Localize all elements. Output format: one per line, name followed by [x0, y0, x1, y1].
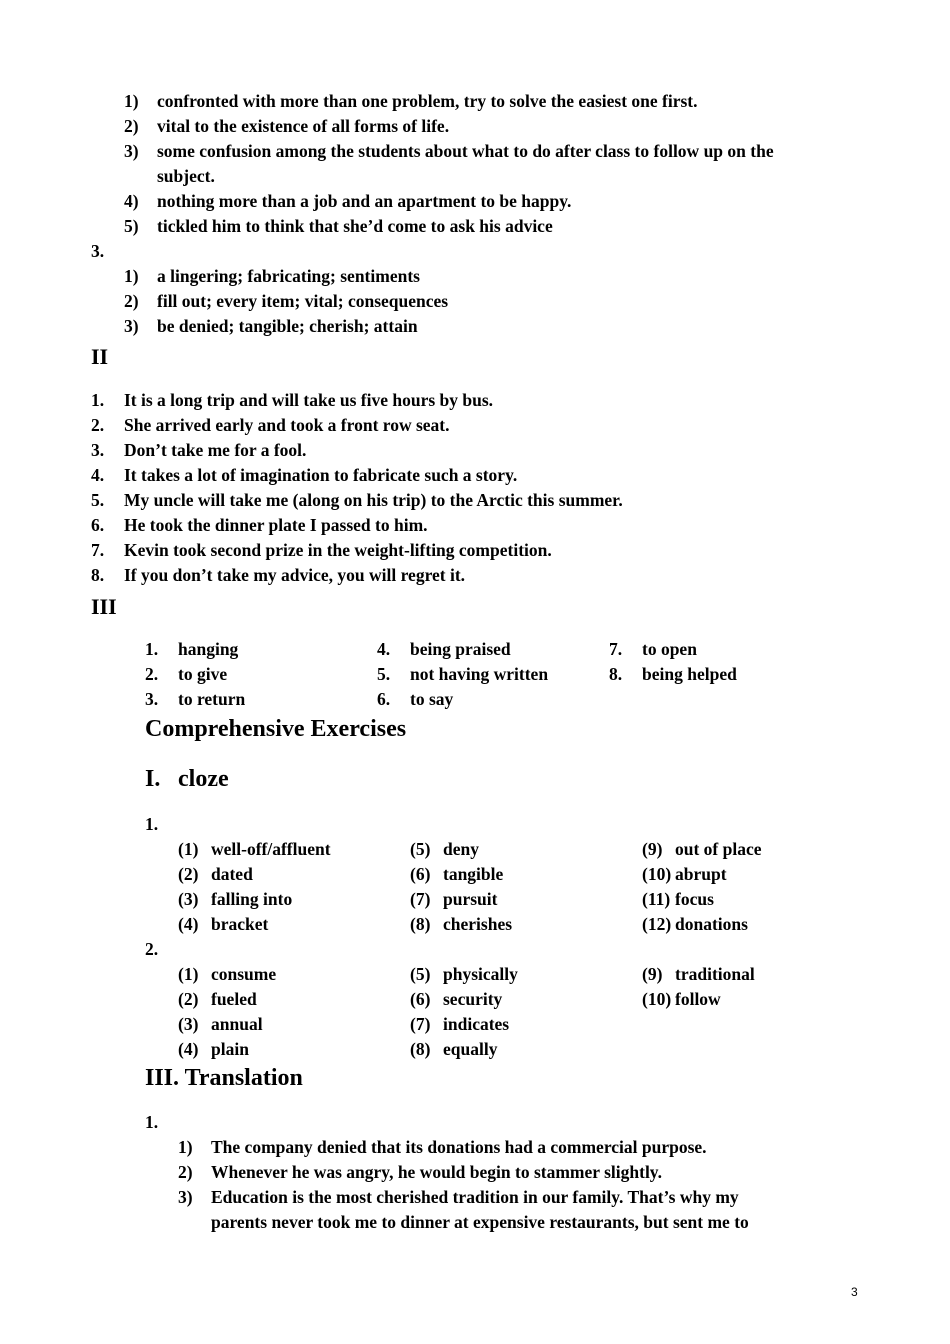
list-item: 8. If you don’t take my advice, you will regret it. [91, 565, 466, 585]
cloze-item: (7) indicates [410, 1014, 510, 1034]
list-item: 4) nothing more than a job and an apartment to be happy. [124, 191, 572, 211]
translation-item: 3) Education is the most cherished tradition in our family. That’s why my [178, 1187, 739, 1207]
page-number: 3 [851, 1285, 858, 1299]
list-item: 1) confronted with more than one problem, try to solve the easiest one first. [124, 91, 698, 111]
cloze-item: (10) follow [642, 989, 721, 1009]
list-item: 5. My uncle will take me (along on his trip) to the Arctic this summer. [91, 490, 623, 510]
cloze-item: (10) abrupt [642, 864, 727, 884]
cloze-item: (3) annual [178, 1014, 263, 1034]
part-label: 3. [91, 241, 105, 261]
cloze-item: (1) consume [178, 964, 277, 984]
list-item: 1) a lingering; fabricating; sentiments [124, 266, 420, 286]
translation-group-label: 1. [145, 1112, 159, 1132]
grid-item: 5. not having written [377, 664, 549, 684]
grid-item: 8. being helped [609, 664, 737, 684]
list-item: 7. Kevin took second prize in the weight-lifting competition. [91, 540, 552, 560]
translation-item: 1) The company denied that its donations had a commercial purpose. [178, 1137, 707, 1157]
cloze-item: (6) security [410, 989, 503, 1009]
list-item: 3. Don’t take me for a fool. [91, 440, 307, 460]
list-item: 2) fill out; every item; vital; consequences [124, 291, 449, 311]
cloze-item: (6) tangible [410, 864, 504, 884]
cloze-item: (11) focus [642, 889, 714, 909]
cloze-item: (2) dated [178, 864, 253, 884]
section-heading-ii: II [91, 344, 109, 369]
cloze-group-label: 1. [145, 814, 159, 834]
grid-item: 4. being praised [377, 639, 511, 659]
cloze-item: (8) cherishes [410, 914, 513, 934]
cloze-item: (2) fueled [178, 989, 257, 1009]
section-heading-iii: III [91, 594, 117, 619]
cloze-item: (1) well-off/affluent [178, 839, 331, 859]
cloze-number: I. [145, 766, 161, 792]
cloze-heading [145, 766, 229, 793]
comprehensive-title: Comprehensive Exercises [145, 716, 407, 742]
list-item: 1. It is a long trip and will take us five hours by bus. [91, 390, 494, 410]
cloze-item: (8) equally [410, 1039, 498, 1059]
cloze-title: cloze [178, 766, 229, 792]
list-item: 3) be denied; tangible; cherish; attain [124, 316, 418, 336]
list-item: 5) tickled him to think that she’d come to ask his advice [124, 216, 553, 236]
list-item: 4. It takes a lot of imagination to fabricate such a story. [91, 465, 518, 485]
grid-item: 1. hanging [145, 639, 239, 659]
list-item-continuation: subject. [157, 166, 215, 186]
grid-item: 2. to give [145, 664, 228, 684]
cloze-item: (5) deny [410, 839, 479, 859]
grid-item: 7. to open [609, 639, 697, 659]
cloze-group-label: 2. [145, 939, 159, 959]
cloze-item: (4) bracket [178, 914, 269, 934]
list-item: 3) some confusion among the students about what to do after class to follow up on the [124, 141, 774, 161]
translation-item: 2) Whenever he was angry, he would begin to stammer slightly. [178, 1162, 662, 1182]
cloze-item: (5) physically [410, 964, 518, 984]
translation-title: III. Translation [145, 1065, 303, 1091]
cloze-item: (3) falling into [178, 889, 293, 909]
cloze-item: (7) pursuit [410, 889, 498, 909]
list-item: 6. He took the dinner plate I passed to him. [91, 515, 428, 535]
cloze-item: (9) traditional [642, 964, 755, 984]
cloze-item: (9) out of place [642, 839, 762, 859]
cloze-item: (4) plain [178, 1039, 249, 1059]
list-item: 2. She arrived early and took a front row seat. [91, 415, 450, 435]
list-item: 2) vital to the existence of all forms of life. [124, 116, 450, 136]
cloze-item: (12) donations [642, 914, 748, 934]
grid-item: 6. to say [377, 689, 454, 709]
grid-item: 3. to return [145, 689, 246, 709]
translation-item-continuation: parents never took me to dinner at expensive restaurants, but sent me to [211, 1212, 749, 1232]
